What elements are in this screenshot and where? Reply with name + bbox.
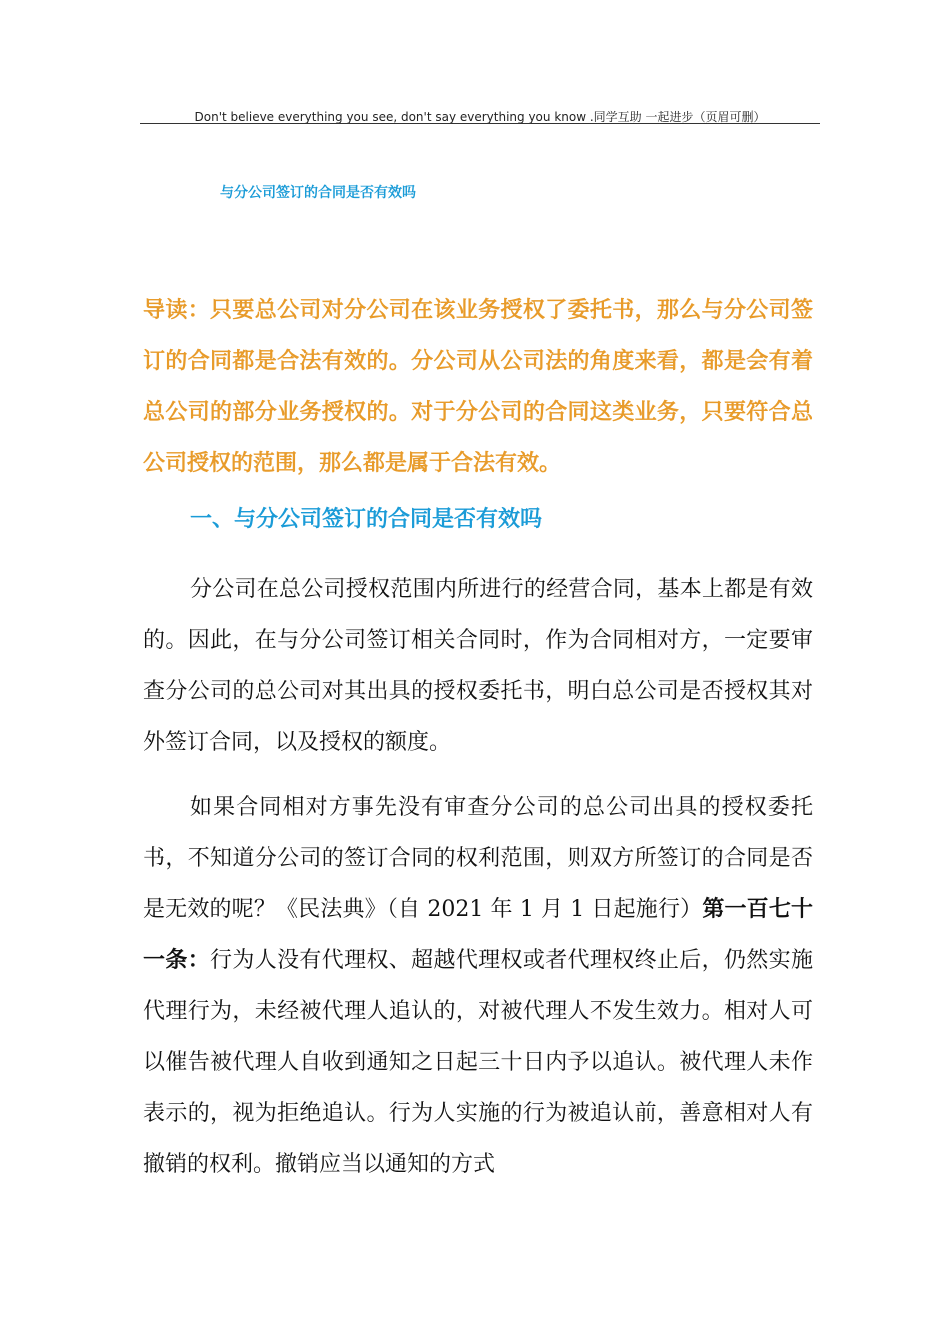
document-title: 与分公司签订的合同是否有效吗 — [220, 185, 416, 201]
article-text: 行为人没有代理权、超越代理权或者代理权终止后，仍然实施代理行为，未经被代理人追认的，对被代理人不发生效力。相对人可以催告被代理人自收到通知之日起三十日内予以追认。被代理人未作表示的，视为拒绝追认。行为人实施的行为被追认前，善意相对人有撤销的权利。撤销应当以通知的方式 — [143, 948, 813, 1177]
body-paragraph-1: 分公司在总公司授权范围内所进行的经营合同，基本上都是有效的。因此，在与分公司签订相关合同时，作为合同相对方，一定要审查分公司的总公司对其出具的授权委托书，明白总公司是否授权其对外签订合同，以及授权的额度。 — [143, 577, 813, 755]
article-reference: 第一百七十一条： — [143, 896, 813, 973]
paragraph-2-intro: 如果合同相对方事先没有审查分公司的总公司出具的授权委托书，不知道分公司的签订合同的权利范围，则双方所签订的合同是否是无效的呢？《民法典》（自 2021 年 1 月 1 日起施行） — [143, 795, 813, 922]
body-paragraph-2 — [143, 782, 813, 1202]
section-heading: 一、与分公司签订的合同是否有效吗 — [190, 507, 543, 532]
header-rule — [140, 123, 820, 124]
lead-paragraph: 导读：只要总公司对分公司在该业务授权了委托书，那么与分公司签订的合同都是合法有效的。分公司从公司法的角度来看，都是会有着总公司的部分业务授权的。对于分公司的合同这类业务，只要符合总公司授权的范围，那么都是属于合法有效。 — [143, 298, 813, 476]
page-header: Don't believe everything you see, don't say everything you know .同学互助 一起进步（页眉可删） — [194, 110, 766, 124]
